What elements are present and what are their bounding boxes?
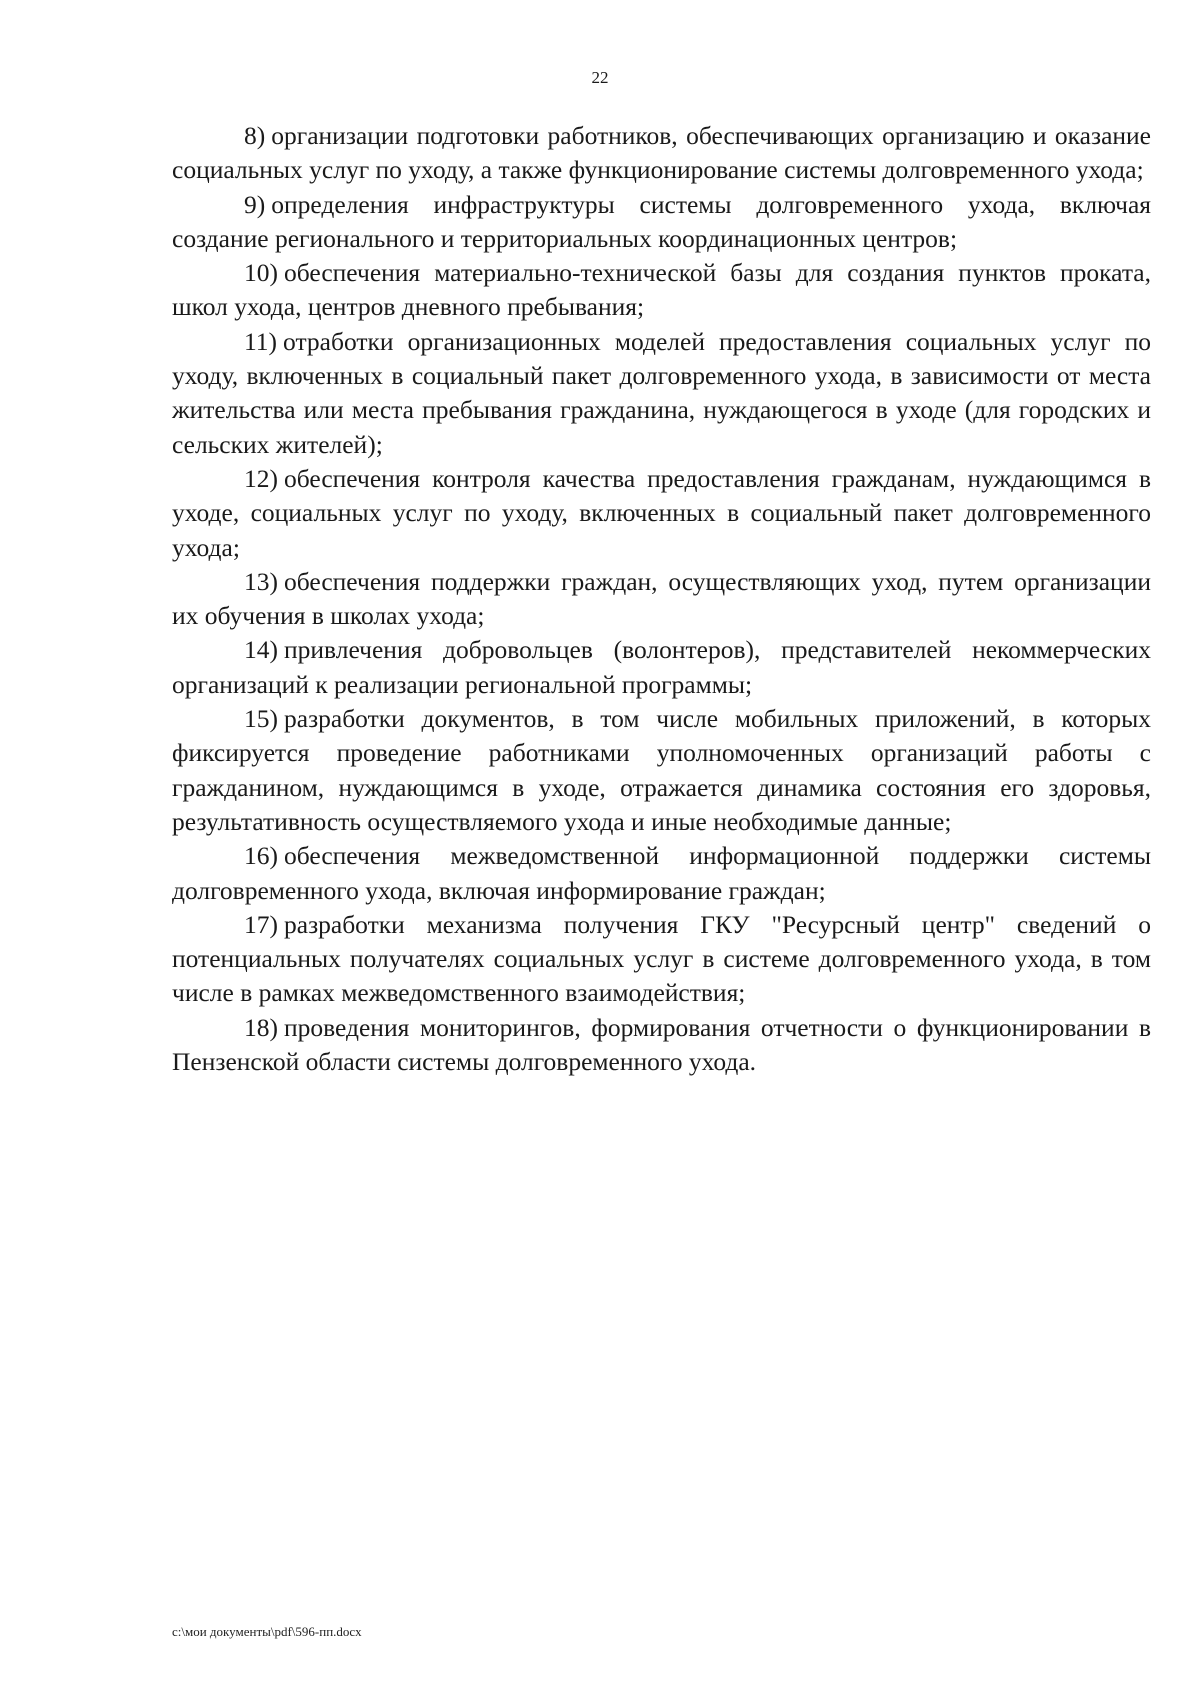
item-number: 9) (244, 189, 266, 219)
list-item (172, 188, 1151, 257)
item-text: привлечения добровольцев (волонтеров), представителей некоммерческих организаций к реализации региональной программы; (172, 635, 1151, 699)
list-item (172, 325, 1151, 462)
item-text: обеспечения контроля качества предоставления гражданам, нуждающимся в уходе, социальных услуг по уходу, включенных в социальный пакет долговременного ухода; (172, 463, 1151, 562)
item-number: 14) (244, 635, 278, 665)
item-number: 18) (244, 1012, 278, 1042)
list-item (172, 839, 1151, 908)
item-number: 8) (244, 121, 266, 150)
document-body (172, 119, 1151, 1079)
page-number: 22 (591, 68, 609, 87)
item-number: 16) (244, 841, 278, 871)
list-item (172, 119, 1151, 188)
item-number: 13) (244, 566, 278, 596)
item-number: 10) (244, 258, 278, 288)
item-text: проведения мониторингов, формирования отчетности о функционировании в Пензенской области системы долговременного ухода. (172, 1012, 1151, 1077)
item-text: определения инфраструктуры системы долговременного ухода, включая создание регионального и территориальных координационных центров; (172, 189, 1151, 253)
footer-file-path: c:\мои документы\pdf\596-пп.docx (172, 1624, 362, 1639)
list-item (172, 1011, 1151, 1080)
item-text: разработки механизма получения ГКУ "Ресурсный центр" сведений о потенциальных получателях социальных услуг в системе долговременного ухода, в том числе в рамках межведомственного взаимодействия; (172, 909, 1151, 1008)
item-text: разработки документов, в том числе мобильных приложений, в которых фиксируется проведение работниками уполномоченных организаций работы с гражданином, нуждающимся в уходе, отражается динамика состояния его здоровья, результативность осуществляемого ухода и иные необходимые данные; (172, 704, 1151, 836)
item-number: 15) (244, 704, 278, 734)
list-item (172, 633, 1151, 702)
list-item (172, 565, 1151, 634)
item-text: обеспечения межведомственной информационной поддержки системы долговременного ухода, включая информирование граждан; (172, 841, 1151, 905)
item-number: 11) (244, 326, 278, 356)
list-item (172, 256, 1151, 325)
list-item (172, 908, 1151, 1011)
list-item (172, 462, 1151, 565)
item-text: обеспечения материально-технической базы для создания пунктов проката, школ ухода, центров дневного пребывания; (172, 258, 1151, 322)
item-number: 12) (244, 463, 278, 493)
item-number: 17) (244, 909, 278, 939)
list-item (172, 702, 1151, 839)
item-text: организации подготовки работников, обеспечивающих организацию и оказание социальных услуг по уходу, а также функционирование системы долговременного ухода; (172, 121, 1151, 185)
item-text: обеспечения поддержки граждан, осуществляющих уход, путем организации их обучения в школах ухода; (172, 566, 1151, 631)
item-text: отработки организационных моделей предоставления социальных услуг по уходу, включенных в социальный пакет долговременного ухода, в зависимости от места жительства или места пребывания гражданина, нуждающегося в уходе (для городских и сельских жителей); (172, 326, 1151, 459)
